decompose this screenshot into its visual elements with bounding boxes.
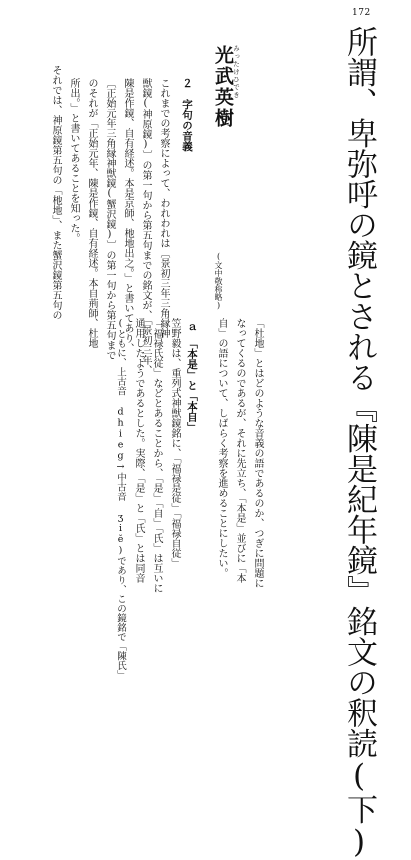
- body-column-7: それでは、神原鏡第五句の「杝地」、また蟹沢鏡第五句の: [50, 65, 61, 320]
- article-title: 所謂、卑弥呼の鏡とされる『陳是紀年鏡』銘文の釈読(下): [341, 26, 377, 860]
- author-name: 光武英樹: [212, 45, 234, 129]
- body-column-11: 笠野毅は、重列式神獣鏡銘に、「福禄是従」「福禄自従」: [169, 318, 180, 568]
- body-column-3: 陳是作鏡、自有経述。本是京師、杝地出之。」と書いてあり、: [122, 78, 133, 353]
- body-column-14: (ともに、上古音 dhieg→中古音 ʒiĕ)であり、この鏡銘で「陳氏」: [115, 318, 126, 680]
- subsection-heading: ａ 「本是」と「本自」: [186, 322, 198, 433]
- author-ruby: みったけひでき: [232, 45, 240, 99]
- section-heading: ２ 字句の音義: [181, 78, 193, 152]
- body-column-10: 自」の語について、しばらく考察を進めることにしたい。: [216, 318, 227, 578]
- body-column-6: 所出。」と書いてあることを知った。: [68, 78, 79, 243]
- body-column-5: のそれが「正始元年、陳是作鏡、自有経述。本自荊師、杜地: [86, 78, 97, 348]
- body-column-13: 通用したようであるとした。実際、「是」と「氏」とは同音: [133, 318, 144, 583]
- body-column-2: 獣鏡(神原鏡)〕の第一句から第五句までの銘文が、「景初三年、: [140, 78, 151, 375]
- body-column-8: 「杜地」とはどのような音義の語であるのか、つぎに問題に: [252, 318, 263, 588]
- body-column-4: 〔正始元年三角縁神獣鏡(蟹沢鏡)〕の第一句から第五句まで: [104, 78, 115, 360]
- body-column-12: 「福禄氏従」などとあることから、「是」「自」「氏」は互いに: [151, 318, 162, 593]
- affiliation-note: (文中敬称略): [214, 252, 223, 310]
- body-column-9: なってくるのであるが、それに先立ち、「本是」並びに「本: [234, 318, 245, 583]
- body-column-1: これまでの考察によって、われわれは〔景初三年三角縁神: [158, 78, 169, 338]
- page-number: 172: [352, 8, 371, 18]
